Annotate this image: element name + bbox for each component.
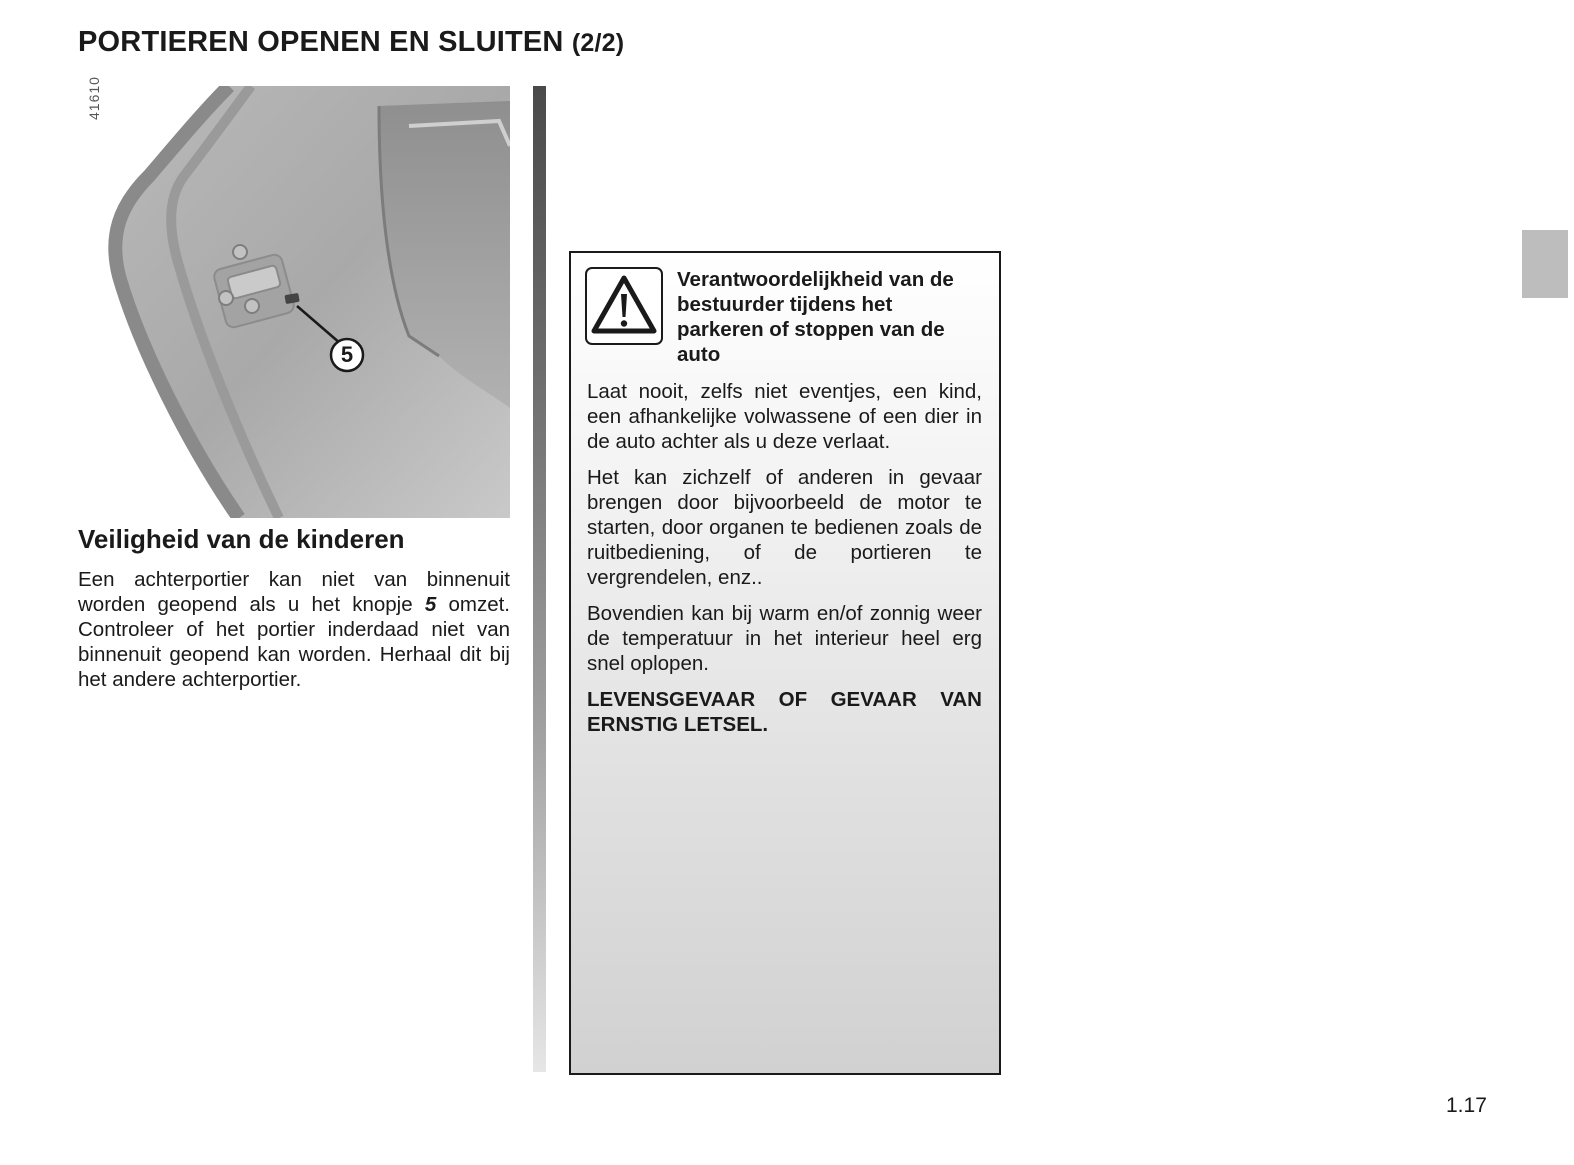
warning-triangle-svg: [591, 275, 657, 335]
warning-paragraph: Het kan zichzelf of anderen in gevaar brengen door bijvoorbeeld de motor te starten, door organen te bedienen zoals de ruitbediening, of de portieren te vergrendelen, enz..: [587, 466, 982, 589]
warning-triangle-icon: [585, 267, 663, 345]
page-title-text: PORTIEREN OPENEN EN SLUITEN: [78, 26, 564, 58]
warning-paragraph: Laat nooit, zelfs niet eventjes, een kind, een afhankelijke volwassene of een dier in de auto achter als u deze verlaat.: [587, 380, 982, 453]
warning-box: [569, 251, 1001, 1075]
chapter-side-tab: [1522, 230, 1568, 298]
child-safety-heading: Veiligheid van de kinderen: [78, 524, 405, 554]
warning-conclusion: LEVENSGEVAAR OF GEVAAR VAN ERNSTIG LETSEL.: [587, 688, 982, 736]
page-title: [78, 26, 624, 59]
column-divider: [533, 86, 546, 1072]
child-safety-body: [78, 567, 510, 692]
warning-title: Verantwoordelijkheid van de bestuurder tijdens het parkeren of stoppen van de auto: [677, 268, 954, 366]
child-safety-body-after: omzet. Controleer of het portier inderdaad niet van binnenuit geopend kan worden. Herhaal dit bij het andere achterportier.: [78, 593, 511, 691]
page-title-part: (2/2): [571, 29, 625, 57]
callout-5-label: 5: [340, 342, 354, 367]
warning-body: [587, 379, 982, 748]
door-illustration-svg: [79, 86, 510, 518]
figure-code: 41610: [86, 76, 102, 120]
child-safety-body-ref: 5: [424, 593, 437, 616]
page-number: 1.17: [1446, 1094, 1487, 1117]
callout-5-marker: [327, 335, 367, 375]
warning-paragraph: Bovendien kan bij warm en/of zonnig weer de temperatuur in het interieur heel erg snel oplopen.: [587, 602, 982, 675]
child-safety-body-before: Een achterportier kan niet van binnenuit worden geopend als u het knopje: [78, 568, 510, 616]
door-lock-illustration: [79, 86, 510, 518]
